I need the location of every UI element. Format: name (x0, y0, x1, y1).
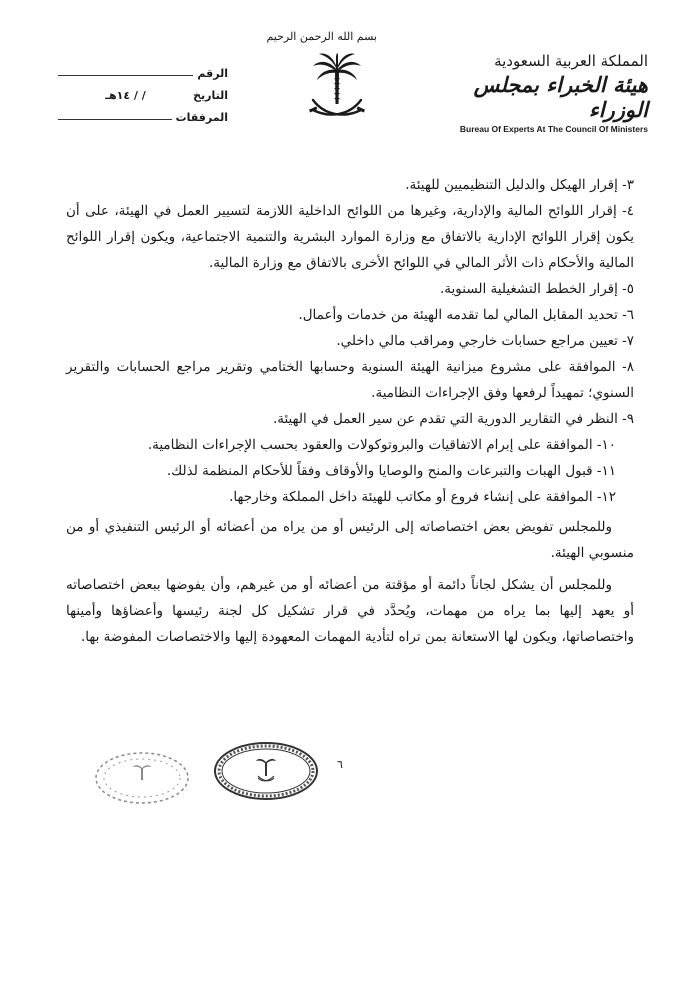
basmala: بسم الله الرحمن الرحيم (266, 30, 377, 43)
date-label: التاريخ (193, 89, 228, 102)
official-seal-icon (212, 740, 320, 802)
list-item: ٧- تعيين مراجع حسابات خارجي ومراقب مالي داخلي. (336, 333, 634, 349)
emblem (266, 30, 377, 130)
kingdom-name: المملكة العربية السعودية (494, 52, 648, 70)
list-item: ١٢- الموافقة على إنشاء فروع أو مكاتب للهيئة داخل المملكة وخارجها. (229, 489, 616, 505)
bureau-name-english: Bureau Of Experts At The Council Of Ministers (459, 124, 648, 134)
number-blank (58, 74, 193, 76)
list-item: ٦- تحديد المقابل المالي لما تقدمه الهيئة من خدمات وأعمال. (298, 307, 634, 323)
faded-stamp-icon (92, 748, 192, 808)
number-label: الرقم (197, 67, 228, 80)
attachments-blank (58, 118, 172, 120)
letterhead-title (448, 52, 648, 134)
list-item: ١٠- الموافقة على إبرام الاتفاقيات والبروتوكولات والعقود بحسب الإجراءات النظامية. (147, 437, 616, 453)
number-row (58, 58, 228, 80)
attachments-row (58, 102, 228, 124)
palm-and-swords-emblem-icon (307, 48, 367, 126)
document-body (66, 172, 634, 656)
bureau-name-arabic: هيئة الخبراء بمجلس الوزراء (473, 72, 648, 122)
list-item: ٤- إقرار اللوائح المالية والإدارية، وغيرها من اللوائح الداخلية اللازمة لتسيير العمل في الهيئة، على أن يكون إقرار اللوائح الإدارية بالاتفاق مع وزارة الموارد البشرية والتنمية الاجتماعية، ويكون إقرار اللوائح المالية والأحكام ذات الأثر المالي في اللوائح الأخرى بالاتفاق مع وزارة المالية. (66, 203, 634, 271)
body-paragraph: وللمجلس تفويض بعض اختصاصاته إلى الرئيس أو من يراه من أعضائه أو الرئيس التنفيذي أو من منسوبي الهيئة. (66, 519, 634, 561)
reference-fields (58, 58, 228, 124)
list-item: ٩- النظر في التقارير الدورية التي تقدم عن سير العمل في الهيئة. (272, 411, 634, 427)
page-number: ٦ (337, 758, 343, 771)
attachments-label: المرفقات (175, 111, 228, 124)
date-value: / / ١٤هـ (105, 89, 146, 102)
body-paragraph: وللمجلس أن يشكل لجاناً دائمة أو مؤقتة من أعضائه أو من غيرهم، وأن يفوضها ببعض اختصاصاته أو يعهد إليها بما يراه من مهمات، ويُحدَّد في قرار تشكيل كل لجنة رئيسها وأعضاؤها وأمينها واختصاصاتها، ويكون لها الاستعانة بمن تراه لتأدية المهمات المعهودة إليها والاختصاصات المفوضة بها. (66, 577, 634, 645)
list-item: ٨- الموافقة على مشروع ميزانية الهيئة السنوية وحسابها الختامي وتقرير مراجع الحسابات والتقرير السنوي؛ تمهيداً لرفعها وفق الإجراءات النظامية. (66, 359, 634, 401)
date-row (58, 80, 228, 102)
list-item: ٣- إقرار الهيكل والدليل التنظيميين للهيئة. (405, 177, 634, 193)
list-item: ١١- قبول الهبات والتبرعات والمنح والوصايا والأوقاف وفقاً للأحكام المنظمة لذلك. (166, 463, 616, 479)
list-item: ٥- إقرار الخطط التشغيلية السنوية. (440, 281, 634, 297)
